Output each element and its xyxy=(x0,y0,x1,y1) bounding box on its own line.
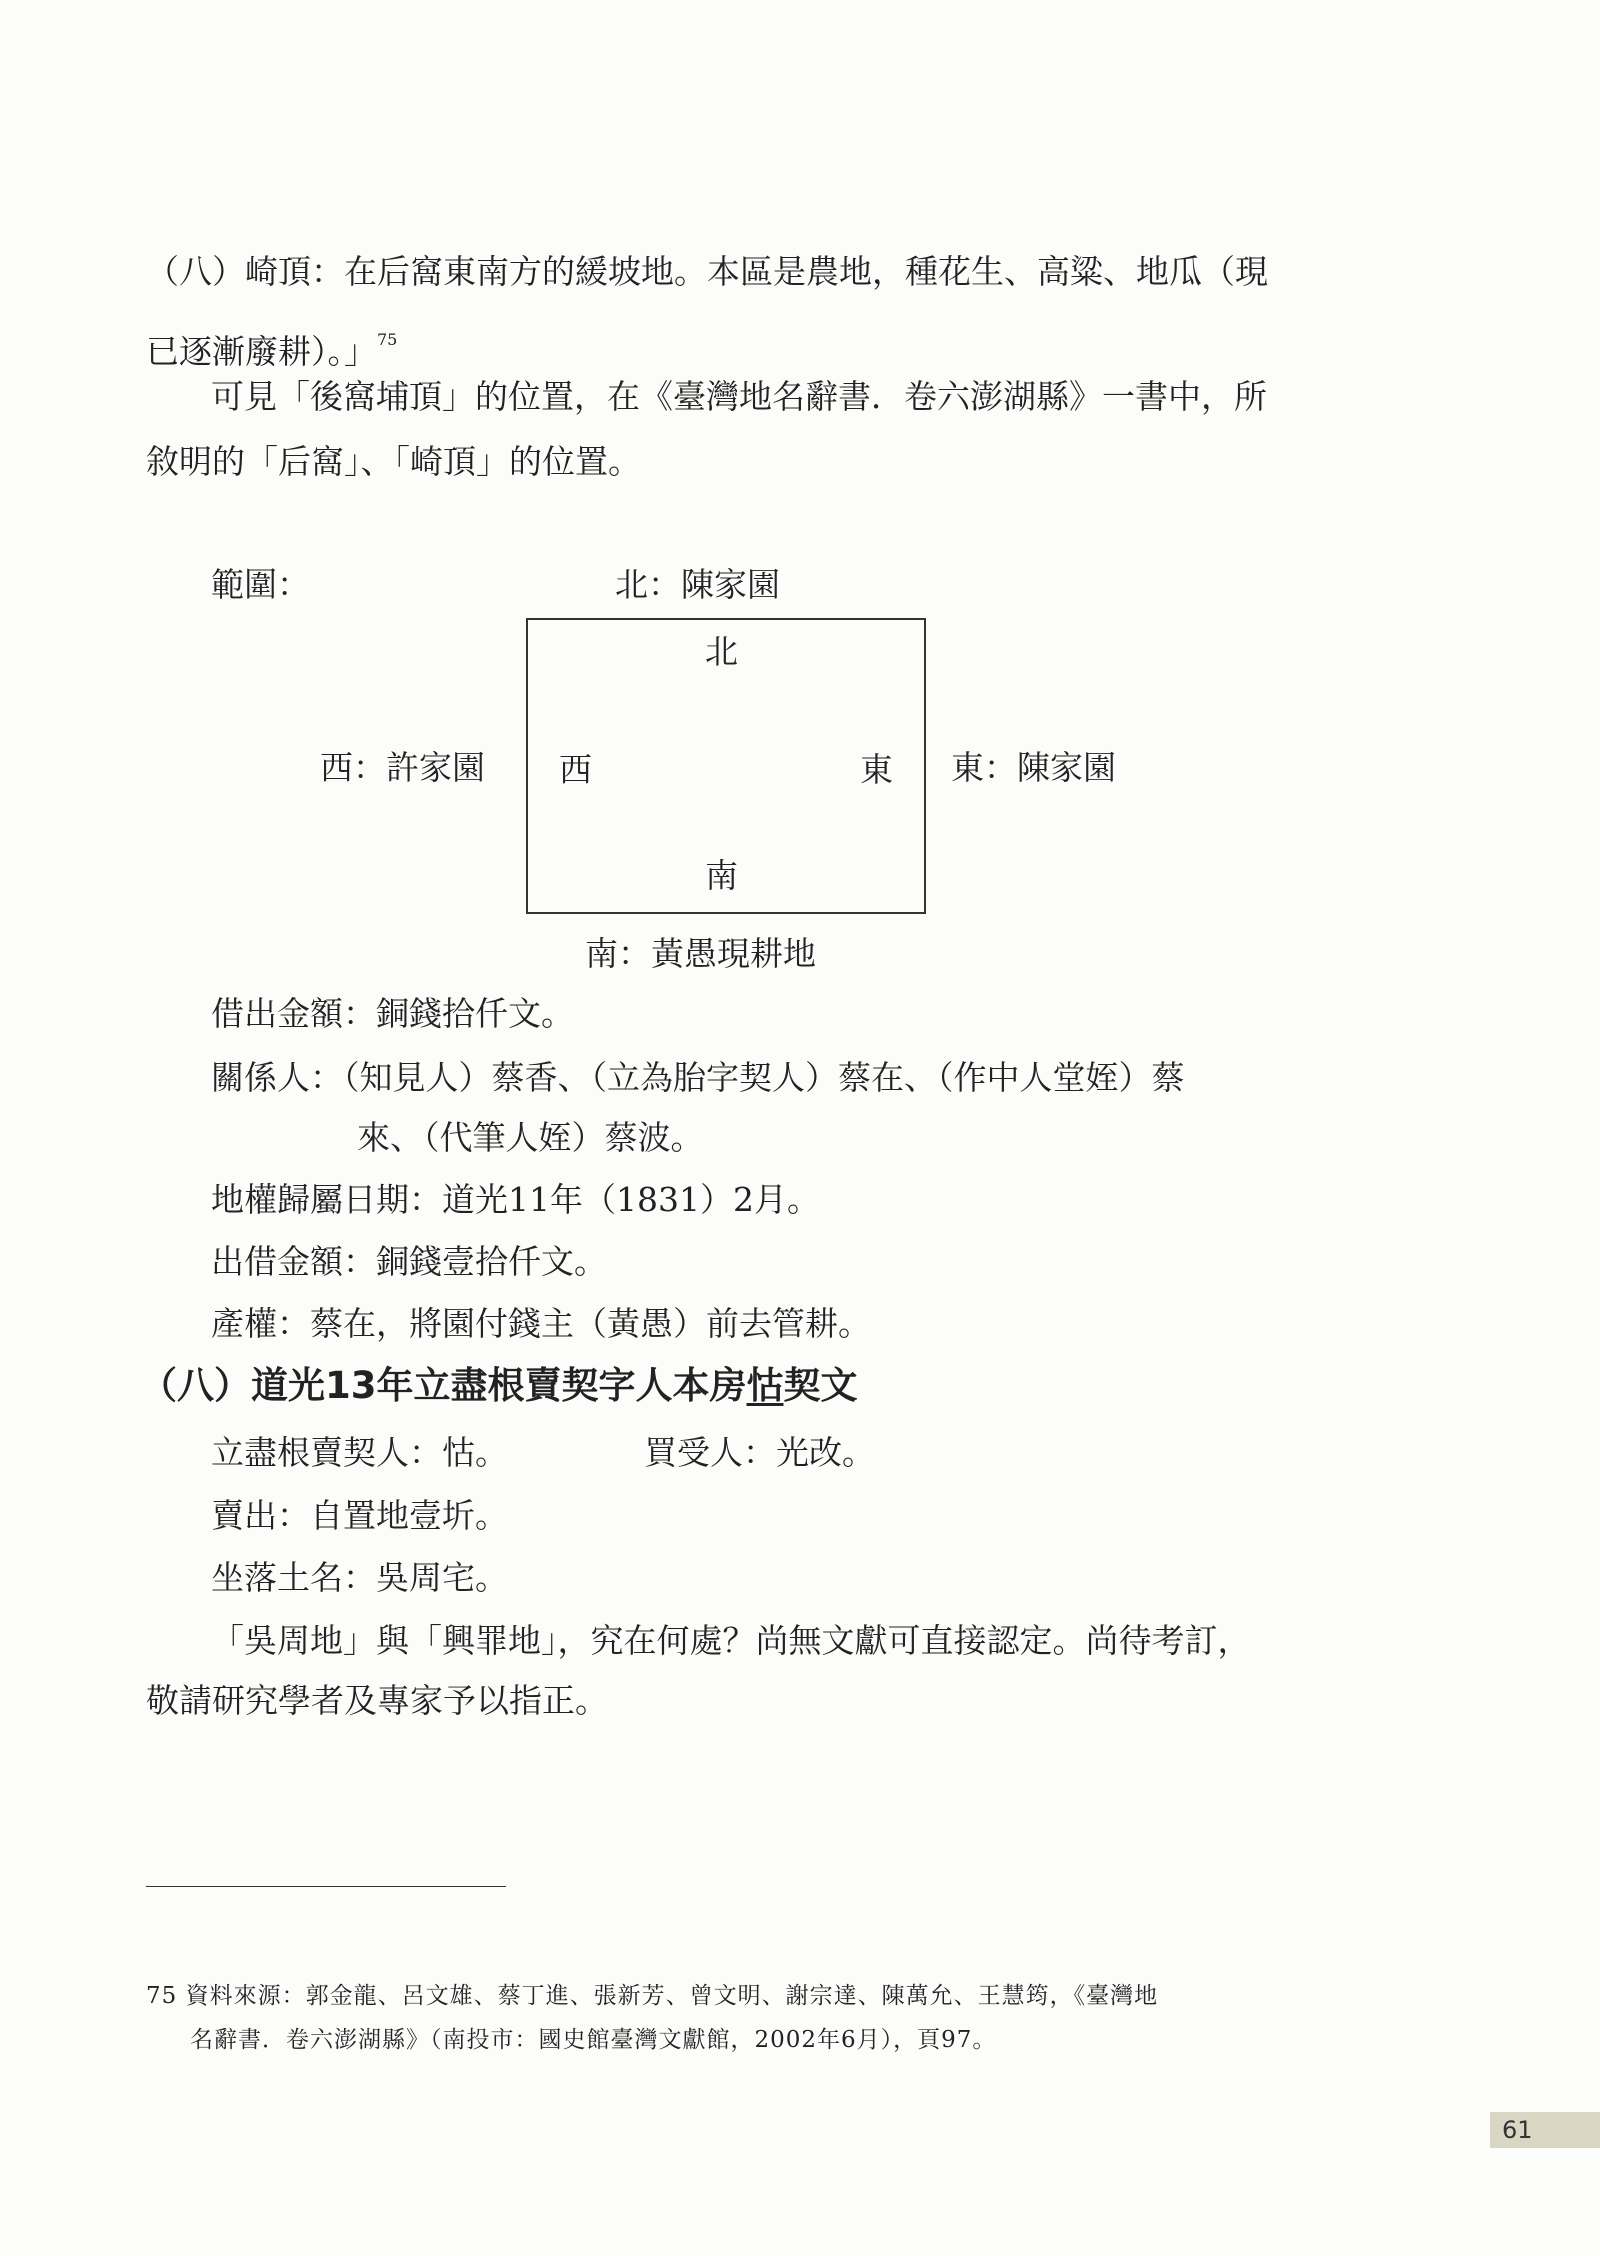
outer-south-label: 南：黃愚現耕地 xyxy=(585,934,816,973)
outer-north-label: 北：陳家園 xyxy=(615,565,780,604)
inner-south-label: 南 xyxy=(705,856,738,895)
section-heading xyxy=(140,1364,858,1408)
page-number: 61 xyxy=(1490,2112,1600,2148)
detail-ownership: 產權：蔡在，將園付錢主（黃愚）前去管耕。 xyxy=(211,1304,871,1343)
detail-loan-amount: 借出金額：銅錢拾仟文。 xyxy=(211,994,574,1033)
range-label: 範圍： xyxy=(211,565,310,604)
paragraph-line xyxy=(146,318,397,374)
detail-parties: 關係人：（知見人）蔡香、（立為胎字契人）蔡在、（作中人堂姪）蔡 xyxy=(211,1058,1185,1097)
paragraph-line: 敘明的「后窩」、「崎頂」的位置。 xyxy=(146,442,641,481)
inner-north-label: 北 xyxy=(705,632,738,671)
sold-field: 賣出：自置地壹圻。 xyxy=(211,1496,508,1535)
note-line: 敬請研究學者及專家予以指正。 xyxy=(146,1681,608,1720)
section-heading-prefix: （八）道光13年立盡根賣契字人本房 xyxy=(140,1364,747,1407)
paragraph-text: 已逐漸廢耕）。」 xyxy=(146,332,377,371)
detail-lend-amount: 出借金額：銅錢壹拾仟文。 xyxy=(211,1242,607,1281)
inner-east-label: 東 xyxy=(860,750,893,789)
outer-west-label: 西：許家園 xyxy=(320,748,485,787)
paragraph-line: （八）崎頂：在后窩東南方的緩坡地。本區是農地，種花生、高粱、地瓜（現 xyxy=(146,252,1268,291)
section-heading-name: 怙 xyxy=(746,1364,784,1407)
footnote-reference: 75 xyxy=(377,330,398,349)
note-line: 「吳周地」與「興罪地」，究在何處？尚無文獻可直接認定。尚待考訂， xyxy=(211,1621,1251,1660)
section-heading-suffix: 契文 xyxy=(783,1364,858,1407)
location-field: 坐落土名：吳周宅。 xyxy=(211,1558,508,1597)
footnote-line: 名辭書．卷六澎湖縣》（南投市：國史館臺灣文獻館，2002年6月），頁97。 xyxy=(190,2027,997,2053)
seller-field: 立盡根賣契人：怙。 xyxy=(211,1433,508,1472)
detail-date: 地權歸屬日期：道光11年（1831）2月。 xyxy=(211,1180,820,1219)
footnote-line: 75 資料來源：郭金龍、呂文雄、蔡丁進、張新芳、曾文明、謝宗達、陳萬允、王慧筠，《臺灣地 xyxy=(146,1983,1159,2009)
footnote-divider xyxy=(146,1886,506,1887)
paragraph-line: 可見「後窩埔頂」的位置，在《臺灣地名辭書．卷六澎湖縣》一書中，所 xyxy=(211,377,1267,416)
inner-west-label: 西 xyxy=(559,750,592,789)
detail-parties-continued: 來、（代筆人姪）蔡波。 xyxy=(357,1118,704,1157)
outer-east-label: 東：陳家園 xyxy=(951,748,1116,787)
buyer-field: 買受人：光改。 xyxy=(644,1433,875,1472)
